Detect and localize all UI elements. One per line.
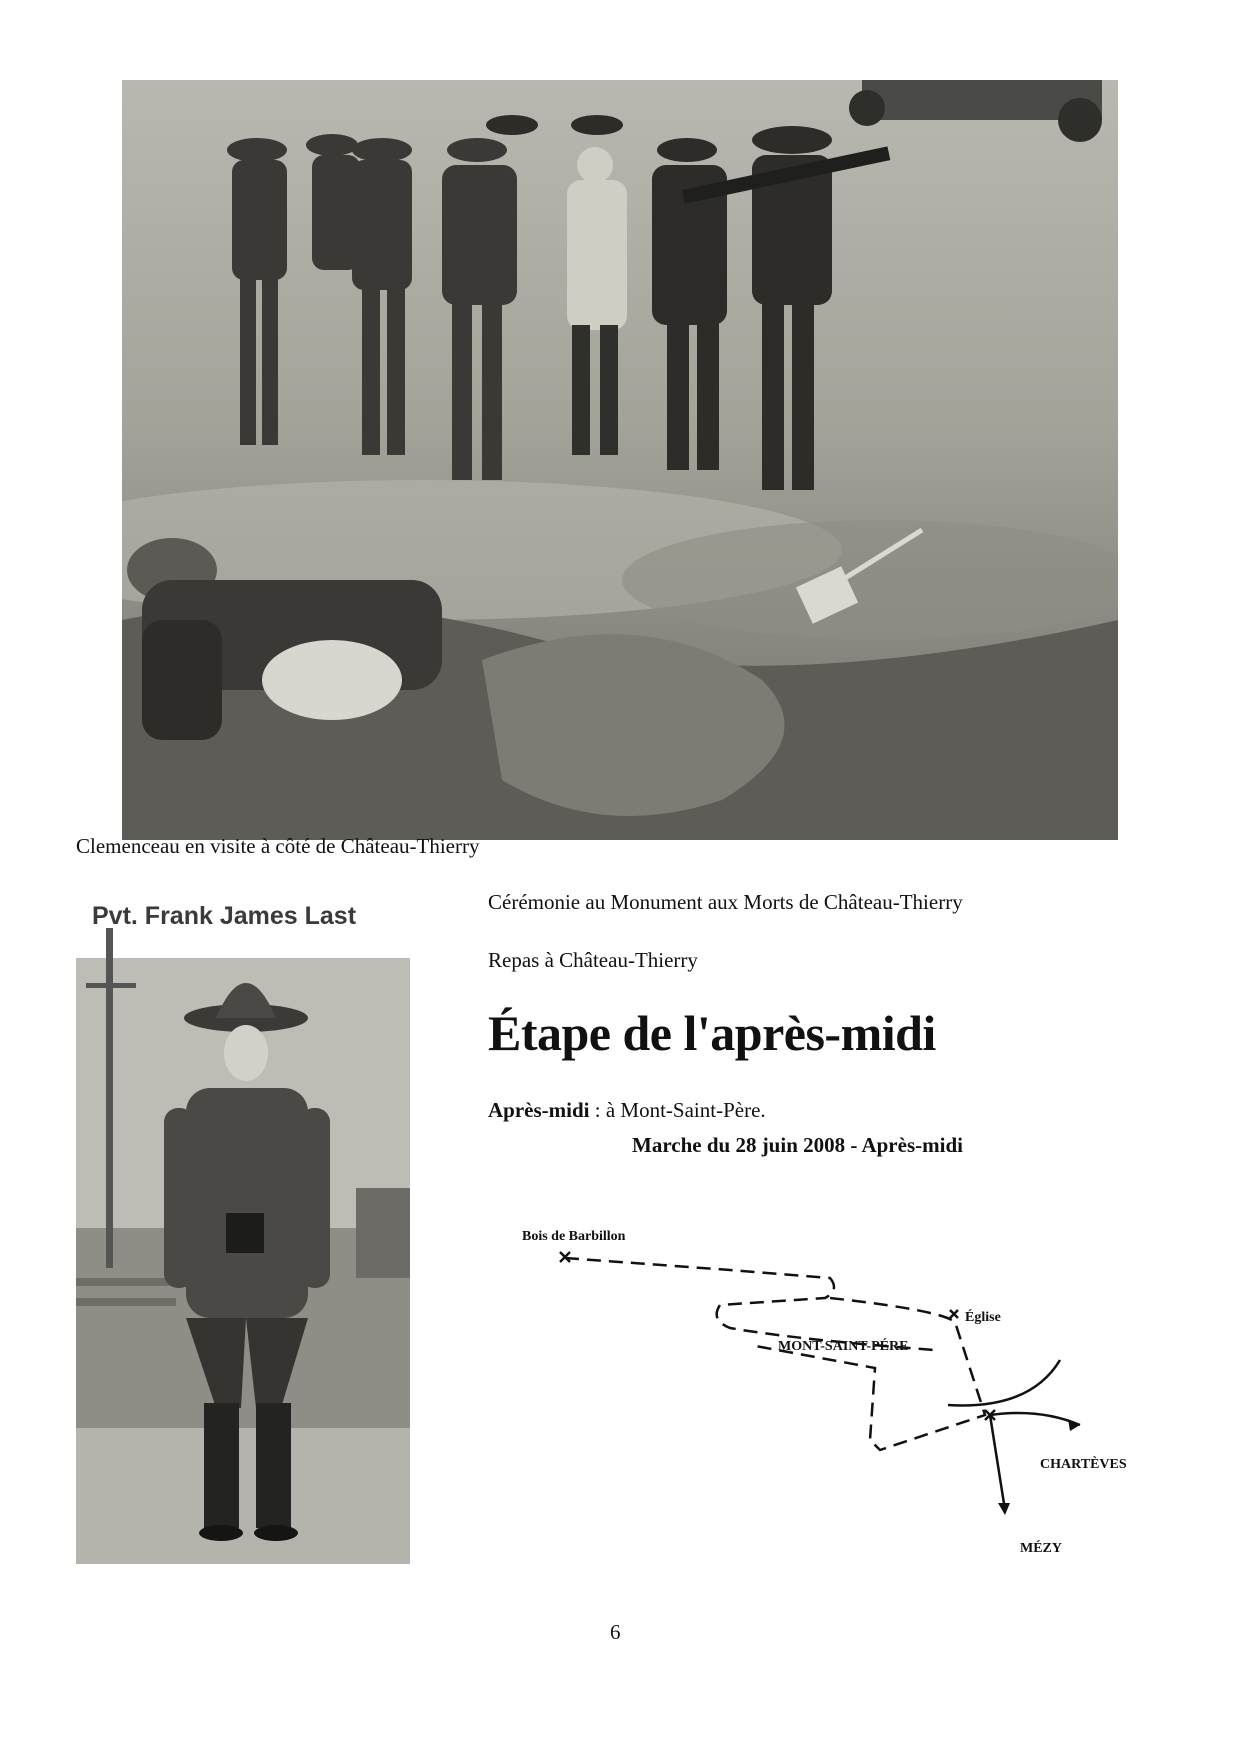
photo-illustration [122,80,1118,840]
afternoon-label: Après-midi [488,1098,590,1122]
section-heading: Étape de l'après-midi [488,1005,936,1061]
afternoon-value: à Mont-Saint-Père. [605,1098,766,1122]
photo-caption: Clemenceau en visite à côté de Château-Thierry [76,834,480,858]
arrow-head [998,1503,1010,1515]
road-chartevs [990,1413,1080,1425]
map-label-eglise: Église [965,1310,1001,1325]
afternoon-line [488,1098,766,1123]
portrait-photo [76,888,410,1564]
map-label-chartevs: CHARTÈVES [1040,1457,1127,1472]
route-return [750,1298,985,1450]
road-north [948,1360,1060,1405]
map-label-bois: Bois de Barbillon [522,1229,626,1244]
road-mezy [990,1415,1005,1510]
clemenceau-photo [122,80,1118,840]
map-label-mezy: MÉZY [1020,1541,1062,1556]
portrait-title: Pvt. Frank James Last [92,902,357,930]
cross-marker [950,1310,958,1318]
afternoon-sep: : [589,1098,606,1122]
route-map [500,1210,1180,1570]
arrow-head [1068,1419,1080,1431]
meal-line: Repas à Château-Thierry [488,948,698,972]
cross-marker [560,1252,570,1262]
map-label-village: MONT-SAINT-PÉRE [778,1339,909,1354]
ceremony-line: Cérémonie au Monument aux Morts de Château-Thierry [488,890,963,914]
map-title: Marche du 28 juin 2008 - Après-midi [632,1133,963,1157]
page-number: 6 [610,1620,621,1644]
portrait-illustration [76,888,410,1564]
